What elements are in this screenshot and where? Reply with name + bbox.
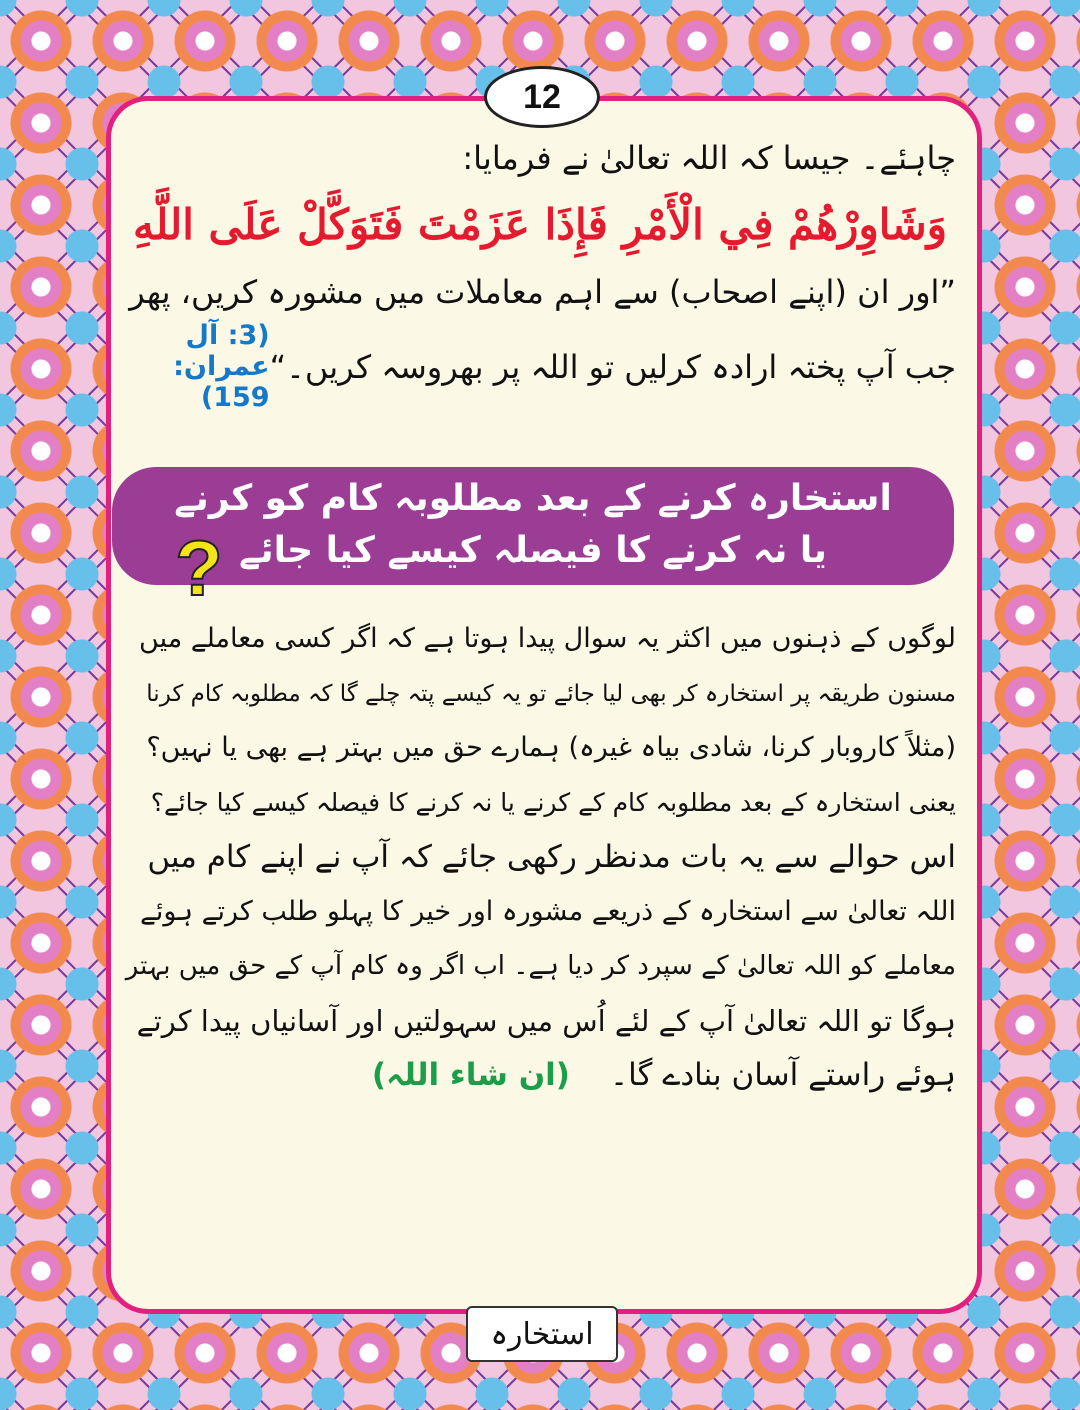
body-line: لوگوں کے ذہنوں میں اکثر یہ سوال پیدا ہوتا ہے کہ اگر کسی معاملے میں <box>139 623 956 654</box>
quran-verse: وَشَاوِرْهُمْ فِي الْأَمْرِ فَإِذَا عَزَمْتَ فَتَوَكَّلْ عَلَى اللَّهِ <box>133 200 947 249</box>
heading-line-2: یا نہ کرنے کا فیصلہ کیسے کیا جائے <box>239 530 827 571</box>
body-line: (مثلاً کاروبار کرنا، شادی بیاہ غیرہ) ہمارے حق میں بہتر ہے بھی یا نہیں؟ <box>146 732 956 763</box>
intro-line: چاہئے۔ جیسا کہ اللہ تعالیٰ نے فرمایا: <box>462 139 956 177</box>
heading-line-1: استخارہ کرنے کے بعد مطلوبہ کام کو کرنے <box>174 478 892 519</box>
body-line: اس حوالے سے یہ بات مدنظر رکھی جائے کہ آپ نے اپنے کام میں <box>147 839 956 875</box>
body-line: معاملے کو اللہ تعالیٰ کے سپرد کر دیا ہے۔ اب اگر وہ کام آپ کے حق میں بہتر <box>125 951 956 981</box>
translation-line-2: جب آپ پختہ ارادہ کرلیں تو اللہ پر بھروسہ کریں۔“ <box>269 347 956 386</box>
page-number: 12 <box>484 66 600 128</box>
body-text <box>124 612 956 1103</box>
question-mark-icon: ? <box>175 524 223 612</box>
section-heading <box>112 467 954 585</box>
inshaallah-text: (ان شاء اللہ) <box>371 1057 570 1093</box>
verse-reference: (3: آل عمران: 159) <box>173 320 270 413</box>
intro-section <box>124 130 956 413</box>
body-line: یعنی استخارہ کے بعد مطلوبہ کام کے کرنے یا نہ کرنے کا فیصلہ کیسے کیا جائے؟ <box>150 787 956 817</box>
closing-line: ہوئے راستے آسان بنادے گا۔ <box>609 1057 956 1093</box>
body-line: ہوگا تو اللہ تعالیٰ آپ کے لئے اُس میں سہولتیں اور آسانیاں پیدا کرتے <box>136 1003 956 1038</box>
body-line: مسنون طریقہ پر استخارہ کر بھی لیا جائے تو یہ کیسے پتہ چلے گا کہ مطلوبہ کام کرنا <box>146 680 956 707</box>
translation-line-1: ”اور ان (اپنے اصحاب) سے اہم معاملات میں مشورہ کریں، پھر <box>129 273 956 311</box>
body-line: اللہ تعالیٰ سے استخارہ کے ذریعے مشورہ اور خیر کا پہلو طلب کرتے ہوئے <box>140 895 956 927</box>
closing-row <box>124 1048 956 1103</box>
footer-title: استخارہ <box>466 1306 618 1362</box>
translation-row-2 <box>124 320 956 413</box>
